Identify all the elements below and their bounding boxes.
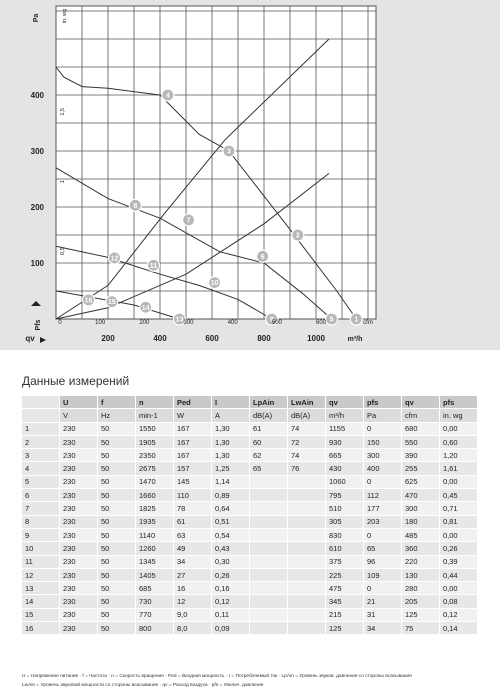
table-cell: 34 (364, 622, 402, 635)
table-cell: 0,00 (440, 582, 478, 595)
table-cell: 930 (326, 435, 364, 448)
y-inwg-tick-label: 0,5 (60, 247, 66, 256)
table-cell: 230 (60, 475, 98, 488)
unit-cell: cfm (402, 409, 440, 422)
section-title: Данные измерений (22, 374, 130, 388)
x-cfm-tick-label: 100 (95, 320, 106, 326)
table-cell: 0 (364, 475, 402, 488)
table-units-row (22, 409, 478, 422)
table-cell (288, 595, 326, 608)
table-cell: 230 (60, 528, 98, 541)
table-cell: 167 (174, 435, 212, 448)
table-cell: 62 (250, 449, 288, 462)
table-cell: 0 (364, 422, 402, 435)
table-cell: 665 (326, 449, 364, 462)
x-tick-label: 200 (101, 334, 115, 343)
table-cell (288, 528, 326, 541)
table-cell: 0,30 (212, 555, 250, 568)
table-cell: 0 (364, 528, 402, 541)
row-index-cell: 2 (22, 435, 60, 448)
row-index-cell: 16 (22, 622, 60, 635)
header-cell-index (22, 396, 60, 409)
table-cell: 0,00 (440, 475, 478, 488)
qv-arrow-icon (40, 337, 46, 343)
table-cell: 230 (60, 489, 98, 502)
table-cell: 50 (98, 422, 136, 435)
table-cell: 1155 (326, 422, 364, 435)
table-cell: 400 (364, 462, 402, 475)
table-cell: 375 (326, 555, 364, 568)
table-body (22, 422, 478, 635)
table-cell: 685 (136, 582, 174, 595)
header-cell: U (60, 396, 98, 409)
table-cell: 157 (174, 462, 212, 475)
x-cfm-tick-label: 400 (227, 320, 238, 326)
operating-point-label: 3 (226, 148, 231, 156)
table-cell: 50 (98, 528, 136, 541)
table-cell: 1,25 (212, 462, 250, 475)
table-cell: 1825 (136, 502, 174, 515)
y-tick-label: 300 (30, 147, 44, 156)
x-tick-label: 800 (257, 334, 271, 343)
table-cell: 50 (98, 515, 136, 528)
table-cell: 1345 (136, 555, 174, 568)
table-cell: 1,20 (440, 449, 478, 462)
table-header-row (22, 396, 478, 409)
table-cell: 110 (174, 489, 212, 502)
measurement-table (22, 396, 478, 635)
pfs-label: Pfs (35, 319, 42, 331)
table-cell: 0,44 (440, 568, 478, 581)
table-cell: 0,12 (212, 595, 250, 608)
table-cell: 230 (60, 515, 98, 528)
x-tick-label: 1000 (307, 334, 325, 343)
table-cell: 205 (402, 595, 440, 608)
table-cell (288, 622, 326, 635)
table-cell: 470 (402, 489, 440, 502)
table-cell: 800 (136, 622, 174, 635)
table-cell: 1,61 (440, 462, 478, 475)
table-cell (250, 542, 288, 555)
table-cell: 0,81 (440, 515, 478, 528)
table-cell (288, 475, 326, 488)
header-cell: qv (402, 396, 440, 409)
table-cell: 230 (60, 555, 98, 568)
table-cell: 31 (364, 608, 402, 621)
operating-point-label: 14 (141, 304, 150, 312)
header-cell: pfs (440, 396, 478, 409)
table-cell: 550 (402, 435, 440, 448)
pfs-arrow-icon (31, 301, 41, 306)
table-cell: 50 (98, 555, 136, 568)
table-cell (288, 489, 326, 502)
row-index-cell: 9 (22, 528, 60, 541)
table-cell: 0,12 (440, 608, 478, 621)
row-index-cell: 7 (22, 502, 60, 515)
table-cell: 0,08 (440, 595, 478, 608)
operating-point-label: 12 (110, 255, 119, 263)
table-cell (250, 515, 288, 528)
header-cell: LpAin (250, 396, 288, 409)
table-row (22, 422, 478, 435)
table-cell: 76 (288, 462, 326, 475)
table-cell (250, 555, 288, 568)
row-index-cell: 1 (22, 422, 60, 435)
table-cell: 1660 (136, 489, 174, 502)
table-cell (288, 502, 326, 515)
table-row (22, 462, 478, 475)
table-cell: 203 (364, 515, 402, 528)
y-tick-label: 200 (30, 203, 44, 212)
operating-point-label: 9 (269, 316, 274, 324)
x-tick-label: 600 (205, 334, 219, 343)
table-cell: 0,09 (212, 622, 250, 635)
header-cell: n (136, 396, 174, 409)
table-row (22, 608, 478, 621)
row-index-cell: 14 (22, 595, 60, 608)
table-cell: 230 (60, 595, 98, 608)
table-cell (250, 489, 288, 502)
y-tick-label: 100 (30, 259, 44, 268)
table-cell: 1140 (136, 528, 174, 541)
operating-point-label: 1 (354, 316, 359, 324)
table-row (22, 528, 478, 541)
table-cell: 300 (402, 502, 440, 515)
table-cell: 770 (136, 608, 174, 621)
x-cfm-tick-label: 500 (271, 320, 282, 326)
table-cell: 61 (174, 515, 212, 528)
table-cell: 230 (60, 608, 98, 621)
table-cell: 177 (364, 502, 402, 515)
table-cell: 50 (98, 489, 136, 502)
unit-cell-index (22, 409, 60, 422)
table-cell: 1905 (136, 435, 174, 448)
table-cell: 1060 (326, 475, 364, 488)
header-cell: LwAin (288, 396, 326, 409)
x-cfm-tick-label: 0 (58, 320, 62, 326)
table-cell (250, 582, 288, 595)
table-cell: 0,60 (440, 435, 478, 448)
x-cfm-tick-label: 200 (139, 320, 150, 326)
table-cell: 60 (250, 435, 288, 448)
table-cell: 125 (402, 608, 440, 621)
table-cell: 50 (98, 435, 136, 448)
table-cell (288, 542, 326, 555)
table-cell (288, 568, 326, 581)
table-cell: 0,43 (212, 542, 250, 555)
table-cell: 1,30 (212, 422, 250, 435)
table-cell: 21 (364, 595, 402, 608)
table-cell (288, 608, 326, 621)
table-cell: 300 (364, 449, 402, 462)
table-cell: 2350 (136, 449, 174, 462)
table-cell: 50 (98, 568, 136, 581)
table-cell (250, 475, 288, 488)
table-cell: 9,0 (174, 608, 212, 621)
row-index-cell: 8 (22, 515, 60, 528)
operating-point-label: 5 (329, 316, 334, 324)
unit-cell: Pa (364, 409, 402, 422)
table-row (22, 622, 478, 635)
unit-cell: dB(A) (250, 409, 288, 422)
table-cell: 74 (288, 449, 326, 462)
table-cell: 150 (364, 435, 402, 448)
table-cell: 96 (364, 555, 402, 568)
unit-cell: V (60, 409, 98, 422)
table-cell: 0,64 (212, 502, 250, 515)
x-unit-label: m³/h (347, 336, 363, 343)
unit-cell: dB(A) (288, 409, 326, 422)
unit-cell: m³/h (326, 409, 364, 422)
table-cell (250, 568, 288, 581)
unit-cell: W (174, 409, 212, 422)
header-cell: I (212, 396, 250, 409)
table-cell: 0,89 (212, 489, 250, 502)
table-cell: 109 (364, 568, 402, 581)
table-cell (250, 502, 288, 515)
operating-point-label: 2 (295, 232, 300, 240)
table-cell: 180 (402, 515, 440, 528)
unit-cell: min-1 (136, 409, 174, 422)
unit-cell: Hz (98, 409, 136, 422)
table-cell: 215 (326, 608, 364, 621)
table-cell: 0,11 (212, 608, 250, 621)
table-cell: 0,16 (212, 582, 250, 595)
table-cell: 27 (174, 568, 212, 581)
operating-point-label: 8 (133, 202, 138, 210)
unit-cell: in. wg (440, 409, 478, 422)
operating-point-label: 10 (210, 280, 219, 288)
table-cell (288, 582, 326, 595)
header-cell: qv (326, 396, 364, 409)
table-row (22, 435, 478, 448)
y-inwg-tick-label: 1 (60, 180, 66, 184)
table-cell: 34 (174, 555, 212, 568)
row-index-cell: 15 (22, 608, 60, 621)
table-cell: 230 (60, 622, 98, 635)
table-cell: 61 (250, 422, 288, 435)
table-cell: 230 (60, 542, 98, 555)
table-cell: 230 (60, 435, 98, 448)
table-cell: 63 (174, 528, 212, 541)
table-cell: 1,30 (212, 449, 250, 462)
y-inwg-tick-label: 1,5 (60, 108, 66, 116)
table-cell: 167 (174, 449, 212, 462)
x-axis-label: qv (25, 334, 35, 343)
table-cell: 345 (326, 595, 364, 608)
table-cell: 8,0 (174, 622, 212, 635)
row-index-cell: 4 (22, 462, 60, 475)
table-cell: 49 (174, 542, 212, 555)
table-cell: 0,51 (212, 515, 250, 528)
row-index-cell: 13 (22, 582, 60, 595)
table-cell: 50 (98, 595, 136, 608)
table-cell: 2675 (136, 462, 174, 475)
table-cell: 0,14 (440, 622, 478, 635)
table-cell: 730 (136, 595, 174, 608)
table-cell (288, 555, 326, 568)
table-cell: 795 (326, 489, 364, 502)
table-cell (250, 528, 288, 541)
table-cell: 305 (326, 515, 364, 528)
table-cell: 360 (402, 542, 440, 555)
table-cell: 74 (288, 422, 326, 435)
table-cell: 390 (402, 449, 440, 462)
table-cell: 0,26 (440, 542, 478, 555)
table-cell: 225 (326, 568, 364, 581)
table-cell: 0,00 (440, 528, 478, 541)
table-cell: 0,26 (212, 568, 250, 581)
x-cfm-tick-label: cfm (363, 320, 373, 326)
table-cell: 130 (402, 568, 440, 581)
table-cell: 50 (98, 462, 136, 475)
table-cell: 112 (364, 489, 402, 502)
table-cell: 0,45 (440, 489, 478, 502)
table-cell: 78 (174, 502, 212, 515)
table-cell: 50 (98, 475, 136, 488)
table-cell: 50 (98, 502, 136, 515)
table-row (22, 502, 478, 515)
row-index-cell: 3 (22, 449, 60, 462)
table-row (22, 542, 478, 555)
table-row (22, 595, 478, 608)
operating-point-label: 11 (149, 262, 158, 270)
operating-point-label: 13 (175, 316, 184, 324)
unit-cell: A (212, 409, 250, 422)
table-cell: 72 (288, 435, 326, 448)
table-row (22, 449, 478, 462)
y-inwg-axis-label: in. wg (62, 8, 68, 24)
row-index-cell: 11 (22, 555, 60, 568)
x-cfm-tick-label: 600 (316, 320, 327, 326)
table-cell (250, 608, 288, 621)
operating-point-label: 15 (108, 299, 116, 307)
operating-point-label: 7 (186, 217, 191, 225)
operating-point-label: 6 (260, 253, 265, 261)
table-row (22, 582, 478, 595)
table-cell: 65 (364, 542, 402, 555)
table-cell: 167 (174, 422, 212, 435)
table-cell: 625 (402, 475, 440, 488)
header-cell: Ped (174, 396, 212, 409)
table-row (22, 489, 478, 502)
operating-point-label: 4 (165, 92, 170, 100)
x-tick-label: 400 (153, 334, 167, 343)
table-row (22, 555, 478, 568)
table-row (22, 515, 478, 528)
table-cell (250, 595, 288, 608)
table-cell: 0,00 (440, 422, 478, 435)
table-cell: 16 (174, 582, 212, 595)
table-cell: 280 (402, 582, 440, 595)
table-cell: 0 (364, 582, 402, 595)
table-cell: 610 (326, 542, 364, 555)
table-cell: 1,30 (212, 435, 250, 448)
table-cell: 230 (60, 568, 98, 581)
y-tick-label: 400 (30, 91, 44, 100)
table-cell: 1470 (136, 475, 174, 488)
table-cell: 50 (98, 542, 136, 555)
table-row (22, 475, 478, 488)
table-cell: 1,14 (212, 475, 250, 488)
table-cell: 50 (98, 449, 136, 462)
table-cell: 145 (174, 475, 212, 488)
table-cell: 125 (326, 622, 364, 635)
table-cell: 1405 (136, 568, 174, 581)
table-cell: 475 (326, 582, 364, 595)
row-index-cell: 12 (22, 568, 60, 581)
table-cell: 230 (60, 502, 98, 515)
table-cell: 230 (60, 449, 98, 462)
row-index-cell: 5 (22, 475, 60, 488)
table-cell: 255 (402, 462, 440, 475)
y-axis-label: Pa (33, 13, 40, 23)
table-cell: 230 (60, 462, 98, 475)
header-cell: pfs (364, 396, 402, 409)
table-cell: 50 (98, 582, 136, 595)
table-cell: 0,39 (440, 555, 478, 568)
table-cell: 680 (402, 422, 440, 435)
table-cell: 50 (98, 622, 136, 635)
footnote-line-2: LwAin = Уровень звуковой мощности со стороны всасывания · qv = Расход воздуха · pfs = Увелич. давления (22, 683, 264, 688)
table-cell: 75 (402, 622, 440, 635)
table-cell: 510 (326, 502, 364, 515)
table-cell: 50 (98, 608, 136, 621)
table-cell (250, 622, 288, 635)
row-index-cell: 6 (22, 489, 60, 502)
table-cell: 0,71 (440, 502, 478, 515)
table-cell: 0,54 (212, 528, 250, 541)
table-cell: 430 (326, 462, 364, 475)
table-cell: 220 (402, 555, 440, 568)
table-cell: 830 (326, 528, 364, 541)
table-cell: 1550 (136, 422, 174, 435)
table-cell (288, 515, 326, 528)
table-cell: 1935 (136, 515, 174, 528)
table-cell: 230 (60, 422, 98, 435)
operating-point-label: 16 (84, 297, 93, 305)
footnote-line-1: U = Напряжение питания · f = Частота · n = Скорость вращения · Ped = Входная мощность · I = Потребляемый ток · LpAin = Уровень звуков. давления со стороны всасывания (22, 674, 412, 679)
header-cell: f (98, 396, 136, 409)
table-cell: 1260 (136, 542, 174, 555)
plot-area (56, 6, 376, 319)
table-cell: 230 (60, 582, 98, 595)
table-cell: 65 (250, 462, 288, 475)
table-row (22, 568, 478, 581)
table-cell: 485 (402, 528, 440, 541)
x-cfm-tick-label: 300 (183, 320, 194, 326)
table-cell: 12 (174, 595, 212, 608)
row-index-cell: 10 (22, 542, 60, 555)
